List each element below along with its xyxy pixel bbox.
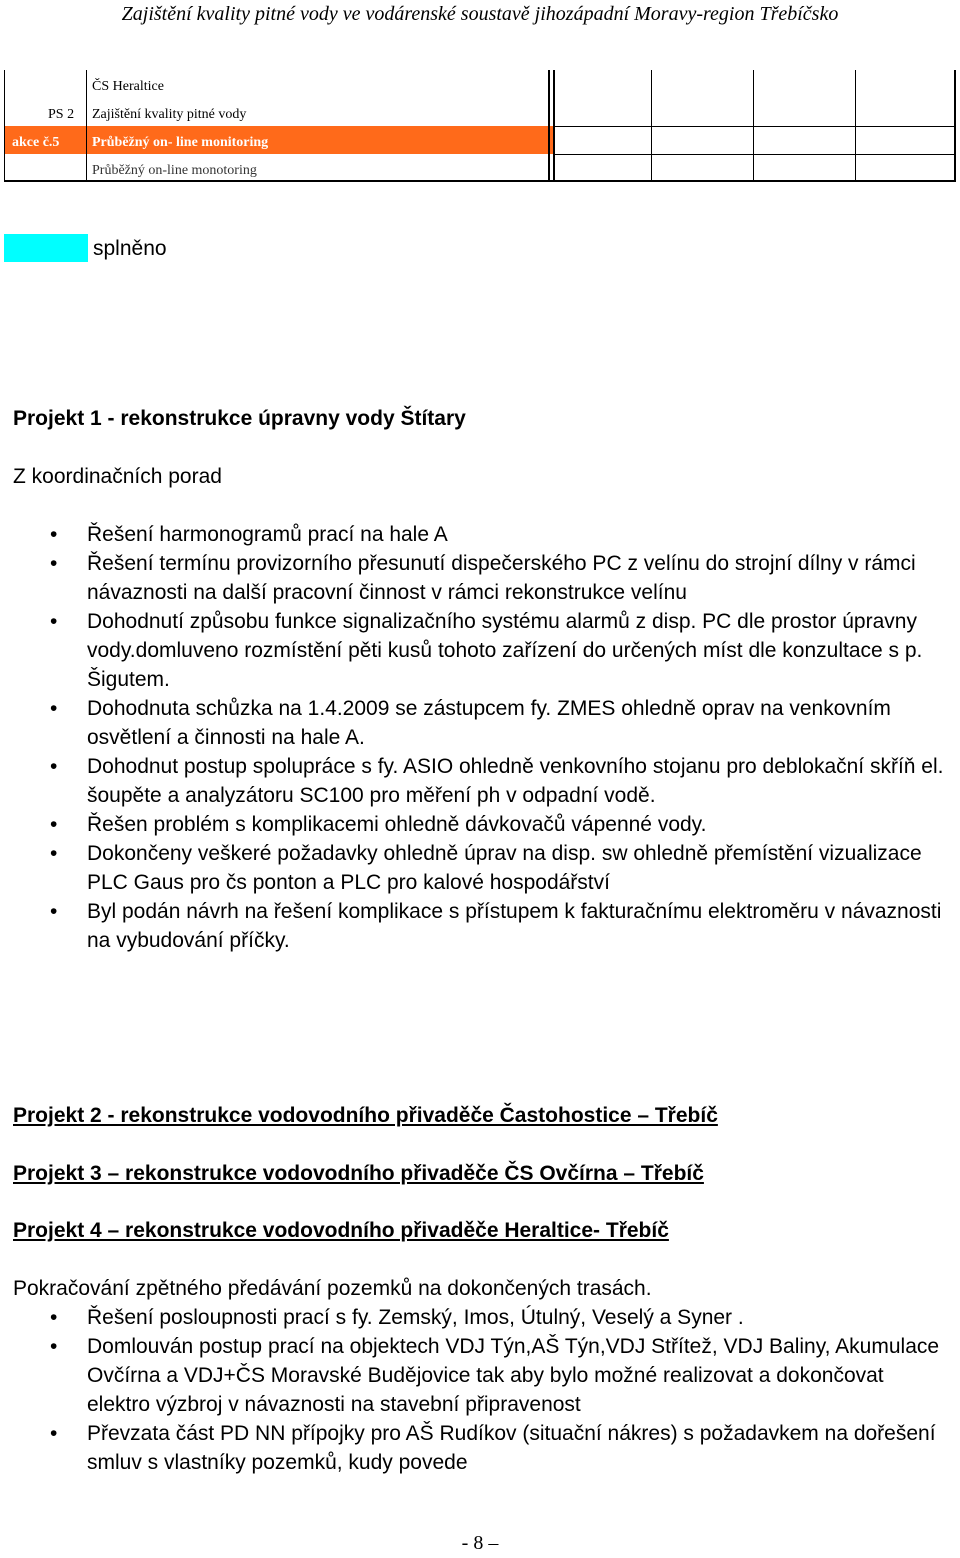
table-rule [555, 154, 955, 155]
table-cell: ČS Heraltice [92, 79, 164, 94]
list-item: • Řešení termínu provizorního přesunutí dispečerského PC z velínu do strojní dílny v rámci návaznosti na další pracovní činnost v rámci rekonstrukce velínu [0, 549, 947, 607]
list-item: • Řešen problém s komplikacemi ohledně dávkovačů vápenné vody. [0, 810, 947, 839]
project4-title: Projekt 4 – rekonstrukce vodovodního přivaděče Heraltice- Třebíč [13, 1219, 669, 1242]
header-title: Zajištění kvality pitné vody ve vodárenské soustavě jihozápadní Moravy-region Třebíčsko [121, 3, 839, 25]
project1-title: Projekt 1 - rekonstrukce úpravny vody Štítary [13, 407, 466, 430]
project4-list [0, 1303, 947, 1477]
table-cell: PS 2 [48, 107, 75, 122]
running-header [0, 0, 960, 32]
table-cell: Průběžný on-line monotoring [92, 163, 257, 178]
list-item: • Převzata část PD NN přípojky pro AŠ Rudíkov (situační nákres) s požadavkem na dořešení smluv s vlastníky pozemků, kudy povede [0, 1419, 947, 1477]
list-item: • Byl podán návrh na řešení komplikace s přístupem k fakturačnímu elektroměru v návaznosti na vybudování příčky. [0, 897, 947, 955]
legend-label: splněno [93, 237, 167, 260]
project1-list [0, 520, 947, 955]
project1-subtitle: Z koordinačních porad [13, 465, 222, 488]
table-cell: akce č.5 [12, 135, 60, 150]
project4-intro: Pokračování zpětného předávání pozemků na dokončených trasách. [13, 1277, 652, 1300]
status-table [4, 70, 956, 182]
table-cell: Zajištění kvality pitné vody [92, 107, 247, 122]
list-item: • Domlouván postup prací na objektech VDJ Týn,AŠ Týn,VDJ Střítež, VDJ Baliny, Akumulace Ovčírna a VDJ+ČS Moravské Budějovice tak aby bylo možné realizovat a dokončovat elektro výzbroj v návaznosti na stavební připravenost [0, 1332, 947, 1419]
page-number: - 8 – [461, 1532, 499, 1554]
table-divider [548, 70, 550, 182]
table-rule [555, 126, 955, 127]
project3-title: Projekt 3 – rekonstrukce vodovodního přivaděče ČS Ovčírna – Třebíč [13, 1162, 704, 1185]
legend-swatch [4, 234, 88, 262]
table-divider [86, 70, 87, 182]
list-item: • Řešení harmonogramů prací na hale A [0, 520, 947, 549]
table-border [4, 70, 5, 182]
project2-title: Projekt 2 - rekonstrukce vodovodního přivaděče Častohostice – Třebíč [13, 1104, 718, 1127]
list-item: • Dohodnut postup spolupráce s fy. ASIO ohledně venkovního stojanu pro deblokační skříň el. šoupěte a analyzátoru SC100 pro měření ph v odpadní vodě. [0, 752, 947, 810]
list-item: • Dokončeny veškeré požadavky ohledně úprav na disp. sw ohledně přemístění vizualizace PLC Gaus pro čs ponton a PLC pro kalové hospodářství [0, 839, 947, 897]
list-item: • Dohodnutí způsobu funkce signalizačního systému alarmů z disp. PC dle prostor úpravny vody.domluveno rozmístění pěti kusů tohoto zařízení do určených míst dle konzultace s p. Šigutem. [0, 607, 947, 694]
table-cell: Průběžný on- line monitoring [92, 135, 269, 150]
list-item: • Dohodnuta schůzka na 1.4.2009 se zástupcem fy. ZMES ohledně oprav na venkovním osvětlení a činnosti na hale A. [0, 694, 947, 752]
list-item: • Řešení posloupnosti prací s fy. Zemský, Imos, Útulný, Veselý a Syner . [0, 1303, 947, 1332]
